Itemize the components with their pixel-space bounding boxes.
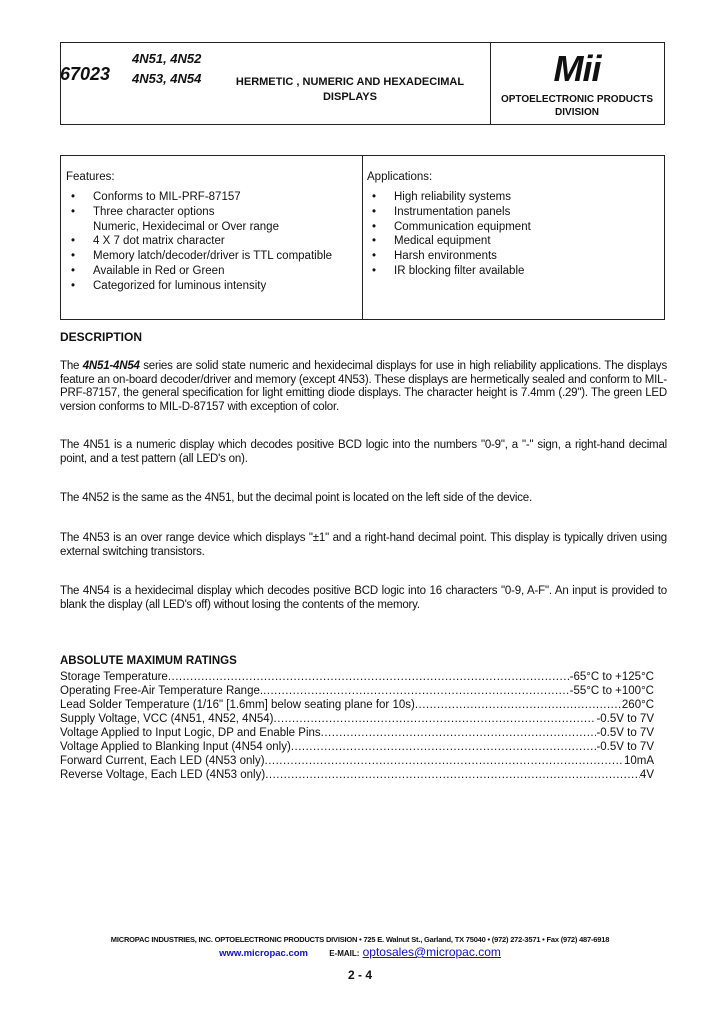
page-number: 2 - 4: [347, 968, 372, 982]
website-link[interactable]: www.micropac.com: [219, 948, 308, 959]
feature-item: • 4 X 7 dot matrix character: [71, 235, 225, 248]
email-label: E-MAIL:: [329, 949, 360, 958]
feature-item: • Conforms to MIL-PRF-87157: [71, 191, 241, 203]
contact-line: [60, 945, 660, 959]
leader-dots: [321, 726, 597, 740]
rating-label: Storage Temperature: [60, 671, 168, 683]
rating-value: -55°C to +100°C: [569, 685, 654, 697]
rating-value: 260°C: [621, 699, 654, 711]
leader-dots: [263, 684, 570, 698]
email-link[interactable]: optosales@micropac.com: [362, 945, 501, 959]
rating-row: [60, 740, 654, 754]
divider: [362, 155, 363, 319]
rating-label: Voltage Applied to Input Logic, DP and Enable Pins: [60, 727, 321, 739]
division-line-2: DIVISION: [555, 107, 599, 118]
doc-title: [220, 75, 480, 105]
leader-dots: [415, 698, 622, 712]
description-heading: DESCRIPTION: [60, 330, 143, 344]
rating-row: [60, 712, 654, 726]
rating-row: [60, 754, 654, 768]
rating-value: -0.5V to 7V: [596, 713, 654, 725]
leader-dots: [274, 712, 597, 726]
ratings-table: [60, 670, 654, 782]
application-item: • IR blocking filter available: [372, 264, 525, 277]
rating-value: -65°C to +125°C: [569, 671, 654, 683]
description-paragraph-1: The 4N51-4N54 series are solid state numeric and hexidecimal displays for use in high reliability applications. The displays feature an on-board decoder/driver and memory (except 4N53). These displays are hermetically sealed and conform to MIL-PRF-87157, the general specification for light emitting diode displays. The character height is 7.4mm (.29"). The green LED version conforms to MIL-D-87157 with exception of color.: [60, 360, 668, 413]
rating-label: Reverse Voltage, Each LED (4N53 only): [60, 769, 266, 781]
feature-item: • Three character options Numeric, Hexidecimal or Over range: [71, 205, 279, 233]
title-line-1: HERMETIC , NUMERIC AND HEXADECIMAL: [235, 76, 465, 88]
rating-label: Supply Voltage, VCC (4N51, 4N52, 4N54): [60, 713, 274, 725]
leader-dots: [291, 740, 597, 754]
title-line-2: DISPLAYS: [322, 91, 377, 103]
division-label: [490, 93, 664, 119]
application-item: • Communication equipment: [372, 220, 531, 233]
rating-label: Forward Current, Each LED (4N53 only): [60, 755, 265, 767]
leader-dots: [265, 768, 640, 782]
part-numbers-2: 4N53, 4N54: [132, 71, 202, 86]
application-item: • High reliability systems: [372, 191, 511, 203]
rating-row: [60, 684, 654, 698]
leader-dots: [168, 670, 570, 684]
applications-heading: Applications:: [367, 171, 433, 183]
rating-label: Operating Free-Air Temperature Range.: [60, 685, 264, 697]
company-address: MICROPAC INDUSTRIES, INC. OPTOELECTRONIC PRODUCTS DIVISION • 725 E. Walnut St., Garland, TX 75040 • (972) 272-3571 • Fax (972) 487-6918: [110, 935, 610, 944]
feature-item: • Categorized for luminous intensity: [71, 279, 267, 292]
feature-sub-item: Numeric, Hexidecimal or Over range: [93, 220, 279, 233]
ratings-heading: ABSOLUTE MAXIMUM RATINGS: [60, 655, 237, 667]
division-line-1: OPTOELECTRONIC PRODUCTS: [500, 94, 654, 105]
features-section: [66, 171, 356, 294]
rating-row: [60, 698, 654, 712]
description-paragraph-3: The 4N52 is the same as the 4N51, but the decimal point is located on the left side of the device.: [60, 492, 532, 504]
part-numbers-1: 4N51, 4N52: [132, 51, 202, 66]
description-paragraph-4: The 4N53 is an over range device which displays "±1" and a right-hand decimal point. This display is typically driven using external switching transistors.: [60, 532, 667, 558]
rating-value: -0.5V to 7V: [596, 727, 654, 739]
application-item: • Medical equipment: [372, 235, 491, 248]
applications-section: [367, 171, 657, 279]
application-item: • Harsh environments: [372, 250, 497, 263]
rating-row: [60, 726, 654, 740]
features-heading: Features:: [66, 171, 115, 183]
rating-label: Voltage Applied to Blanking Input (4N54 only): [60, 741, 291, 753]
description-paragraph-5: The 4N54 is a hexidecimal display which decodes positive BCD logic into 16 characters "0-9, A-F". An input is provided to blank the display (all LED's off) without losing the contents of the memory.: [60, 585, 667, 611]
feature-item: • Available in Red or Green: [71, 264, 225, 277]
leader-dots: [265, 754, 624, 768]
rating-value: 4V: [639, 769, 654, 781]
feature-item: • Memory latch/decoder/driver is TTL compatible: [71, 250, 333, 263]
rating-value: 10mA: [623, 755, 654, 767]
rating-label: Lead Solder Temperature (1/16" [1.6mm] below seating plane for 10s): [60, 699, 415, 711]
doc-number: 67023: [60, 64, 111, 84]
description-paragraph-2: The 4N51 is a numeric display which decodes positive BCD logic into the numbers "0-9", a "-" sign, a right-hand decimal point, and a test pattern (all LED's on).: [60, 439, 667, 465]
series-name: 4N51-4N54: [82, 360, 140, 372]
mii-logo: Mii: [553, 48, 601, 89]
rating-value: -0.5V to 7V: [596, 741, 654, 753]
rating-row: [60, 768, 654, 782]
rating-row: [60, 670, 654, 684]
application-item: • Instrumentation panels: [372, 205, 511, 218]
